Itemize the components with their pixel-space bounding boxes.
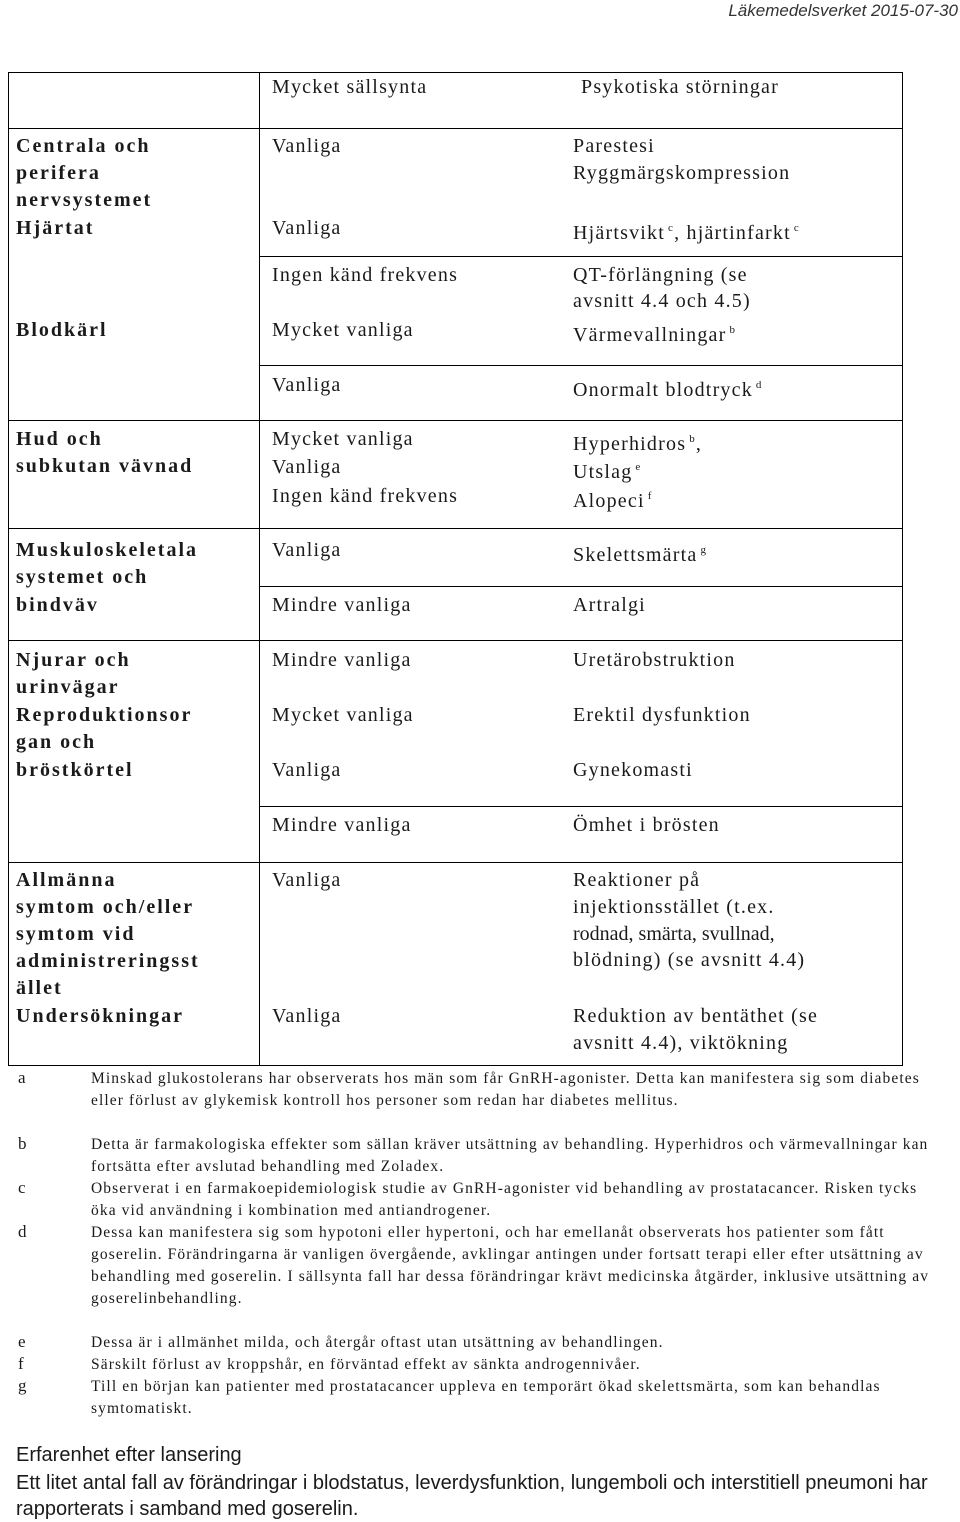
freq-cell: Ingen känd frekvens — [272, 485, 459, 507]
effect-cell: QT-förlängning (se — [573, 264, 748, 286]
organ-cell: Reproduktionsor — [16, 704, 193, 726]
footnote-letter: d — [18, 1222, 27, 1241]
freq-cell: Mindre vanliga — [272, 594, 412, 616]
row-divider — [259, 420, 902, 421]
row-divider — [8, 420, 259, 421]
section-title: Erfarenhet efter lansering — [16, 1444, 242, 1466]
freq-cell: Mycket vanliga — [272, 428, 414, 450]
footnote-letter: e — [18, 1332, 26, 1351]
footnote-letter: f — [18, 1354, 24, 1373]
footnote-text: Dessa är i allmänhet milda, och återgår oftast utan utsättning av behandlingen. — [91, 1334, 664, 1351]
row-divider — [8, 528, 259, 529]
footnote-text: Observerat i en farmakoepidemiologisk studie av GnRH-agonister vid behandling av prostatacancer. Risken tycks öka vid användning i kombination med antiandrogener. — [91, 1180, 918, 1219]
row-divider — [259, 586, 902, 587]
organ-cell: bröstkörtel — [16, 759, 134, 781]
effect-cell: Parestesi — [573, 135, 655, 157]
footnote-letter: b — [18, 1134, 27, 1153]
effect-cell: Reduktion av bentäthet (se — [573, 1005, 819, 1027]
organ-cell: administreringsst — [16, 950, 200, 972]
table-border-left — [8, 72, 9, 1066]
effect-cell: blödning) (se avsnitt 4.4) — [573, 949, 806, 971]
freq-cell: Mindre vanliga — [272, 649, 412, 671]
effect-cell: injektionsstället (t.ex. — [573, 896, 775, 918]
freq-cell: Vanliga — [272, 1005, 342, 1027]
organ-cell: nervsystemet — [16, 189, 153, 211]
organ-cell: gan och — [16, 731, 97, 753]
organ-cell: Undersökningar — [16, 1005, 185, 1027]
freq-cell: Vanliga — [272, 374, 342, 396]
effect-cell: Uretärobstruktion — [573, 649, 736, 671]
footnote-text: Minskad glukostolerans har observerats hos män som får GnRH-agonister. Detta kan manifestera sig som diabetes eller förlust av glykemisk kontroll hos personer som redan har diabetes mellitus. — [91, 1070, 920, 1109]
effect-cell: Alopeci $^f$ — [573, 490, 653, 512]
effect-cell: Värmevallningar $^b$ — [573, 324, 737, 346]
effect-cell: Reaktioner på — [573, 869, 701, 891]
footnote-text: Detta är farmakologiska effekter som sällan kräver utsättning av behandling. Hyperhidros och värmevallningar kan fortsätta efter avslutad behandling med Zoladex. — [91, 1136, 929, 1175]
footnote-text: Till en början kan patienter med prostatacancer uppleva en temporärt ökad skelettsmärta, som kan behandlas symtomatiskt. — [91, 1378, 881, 1417]
effect-cell: Utslag $^e$ — [573, 461, 642, 483]
organ-cell: symtom och/eller — [16, 896, 195, 918]
row-divider — [259, 806, 902, 807]
organ-cell: symtom vid — [16, 923, 136, 945]
effect-cell: Ömhet i brösten — [573, 814, 720, 836]
organ-cell: Allmänna — [16, 869, 117, 891]
footnote-text: Dessa kan manifestera sig som hypotoni eller hypertoni, och har emellanåt observerats hos patienter som fått goserelin. Förändringarna är vanligen övergående, avklingar antingen under fortsatt terapi eller efter utsättning av behandling med goserelin. I sällsynta fall har dessa förändringar krävt medicinska åtgärder, inklusive utsättning av goserelinbehandling. — [91, 1224, 930, 1307]
footnote-text: Särskilt förlust av kroppshår, en förväntad effekt av sänkta androgennivåer. — [91, 1356, 641, 1373]
organ-cell: Centrala och — [16, 135, 151, 157]
effect-cell: Hjärtsvikt $^c$, hjärtinfarkt $^c$ — [573, 222, 800, 244]
header-date: Läkemedelsverket 2015-07-30 — [728, 1, 958, 20]
footnote-letter: c — [18, 1178, 26, 1197]
organ-cell: Muskuloskeletala — [16, 539, 199, 561]
footnote-letter: a — [18, 1068, 26, 1087]
organ-cell: Njurar och — [16, 649, 131, 671]
effect-cell: Erektil dysfunktion — [573, 704, 751, 726]
effect-cell: Ryggmärgskompression — [573, 162, 791, 184]
freq-cell: Vanliga — [272, 539, 342, 561]
section-text: Ett litet antal fall av förändringar i blodstatus, leverdysfunktion, lungemboli och interstitiell pneumoni har rapporterats i samband med goserelin. — [16, 1472, 928, 1520]
effect-cell: Gynekomasti — [573, 759, 693, 781]
freq-cell: Vanliga — [272, 759, 342, 781]
freq-cell: Mycket vanliga — [272, 704, 414, 726]
organ-cell: bindväv — [16, 594, 99, 616]
freq-cell: Vanliga — [272, 135, 342, 157]
organ-cell: Hjärtat — [16, 217, 95, 239]
freq-cell: Ingen känd frekvens — [272, 264, 459, 286]
effect-cell: Skelettsmärta $^g$ — [573, 544, 708, 566]
organ-cell: Hud och — [16, 428, 103, 450]
row-divider — [8, 640, 259, 641]
footnote-letter: g — [18, 1376, 27, 1395]
effect-cell: Artralgi — [573, 594, 646, 616]
organ-cell: Blodkärl — [16, 319, 108, 341]
table-divider-1 — [259, 72, 260, 1066]
row-divider — [259, 365, 902, 366]
row-divider — [8, 128, 259, 129]
row-divider — [259, 128, 902, 129]
organ-cell: subkutan vävnad — [16, 455, 194, 477]
freq-cell: Vanliga — [272, 217, 342, 239]
effect-cell: rodnad, smärta, svullnad, — [573, 923, 775, 945]
row-divider — [8, 862, 259, 863]
effect-cell: Psykotiska störningar — [581, 76, 779, 98]
row-divider — [259, 640, 902, 641]
effect-cell: Hyperhidros $^b$, — [573, 433, 703, 455]
freq-cell: Mycket sällsynta — [272, 76, 428, 98]
table-border-right — [902, 72, 903, 1066]
row-divider — [259, 256, 902, 257]
organ-cell: urinvägar — [16, 676, 120, 698]
freq-cell: Vanliga — [272, 869, 342, 891]
organ-cell: systemet och — [16, 566, 149, 588]
freq-cell: Mycket vanliga — [272, 319, 414, 341]
freq-cell: Vanliga — [272, 456, 342, 478]
effect-cell: avsnitt 4.4), viktökning — [573, 1032, 789, 1054]
effect-cell: avsnitt 4.4 och 4.5) — [573, 290, 751, 312]
organ-cell: perifera — [16, 162, 101, 184]
organ-cell: ället — [16, 977, 63, 999]
effect-cell: Onormalt blodtryck $^d$ — [573, 379, 763, 401]
row-divider — [259, 862, 902, 863]
freq-cell: Mindre vanliga — [272, 814, 412, 836]
row-divider — [259, 528, 902, 529]
